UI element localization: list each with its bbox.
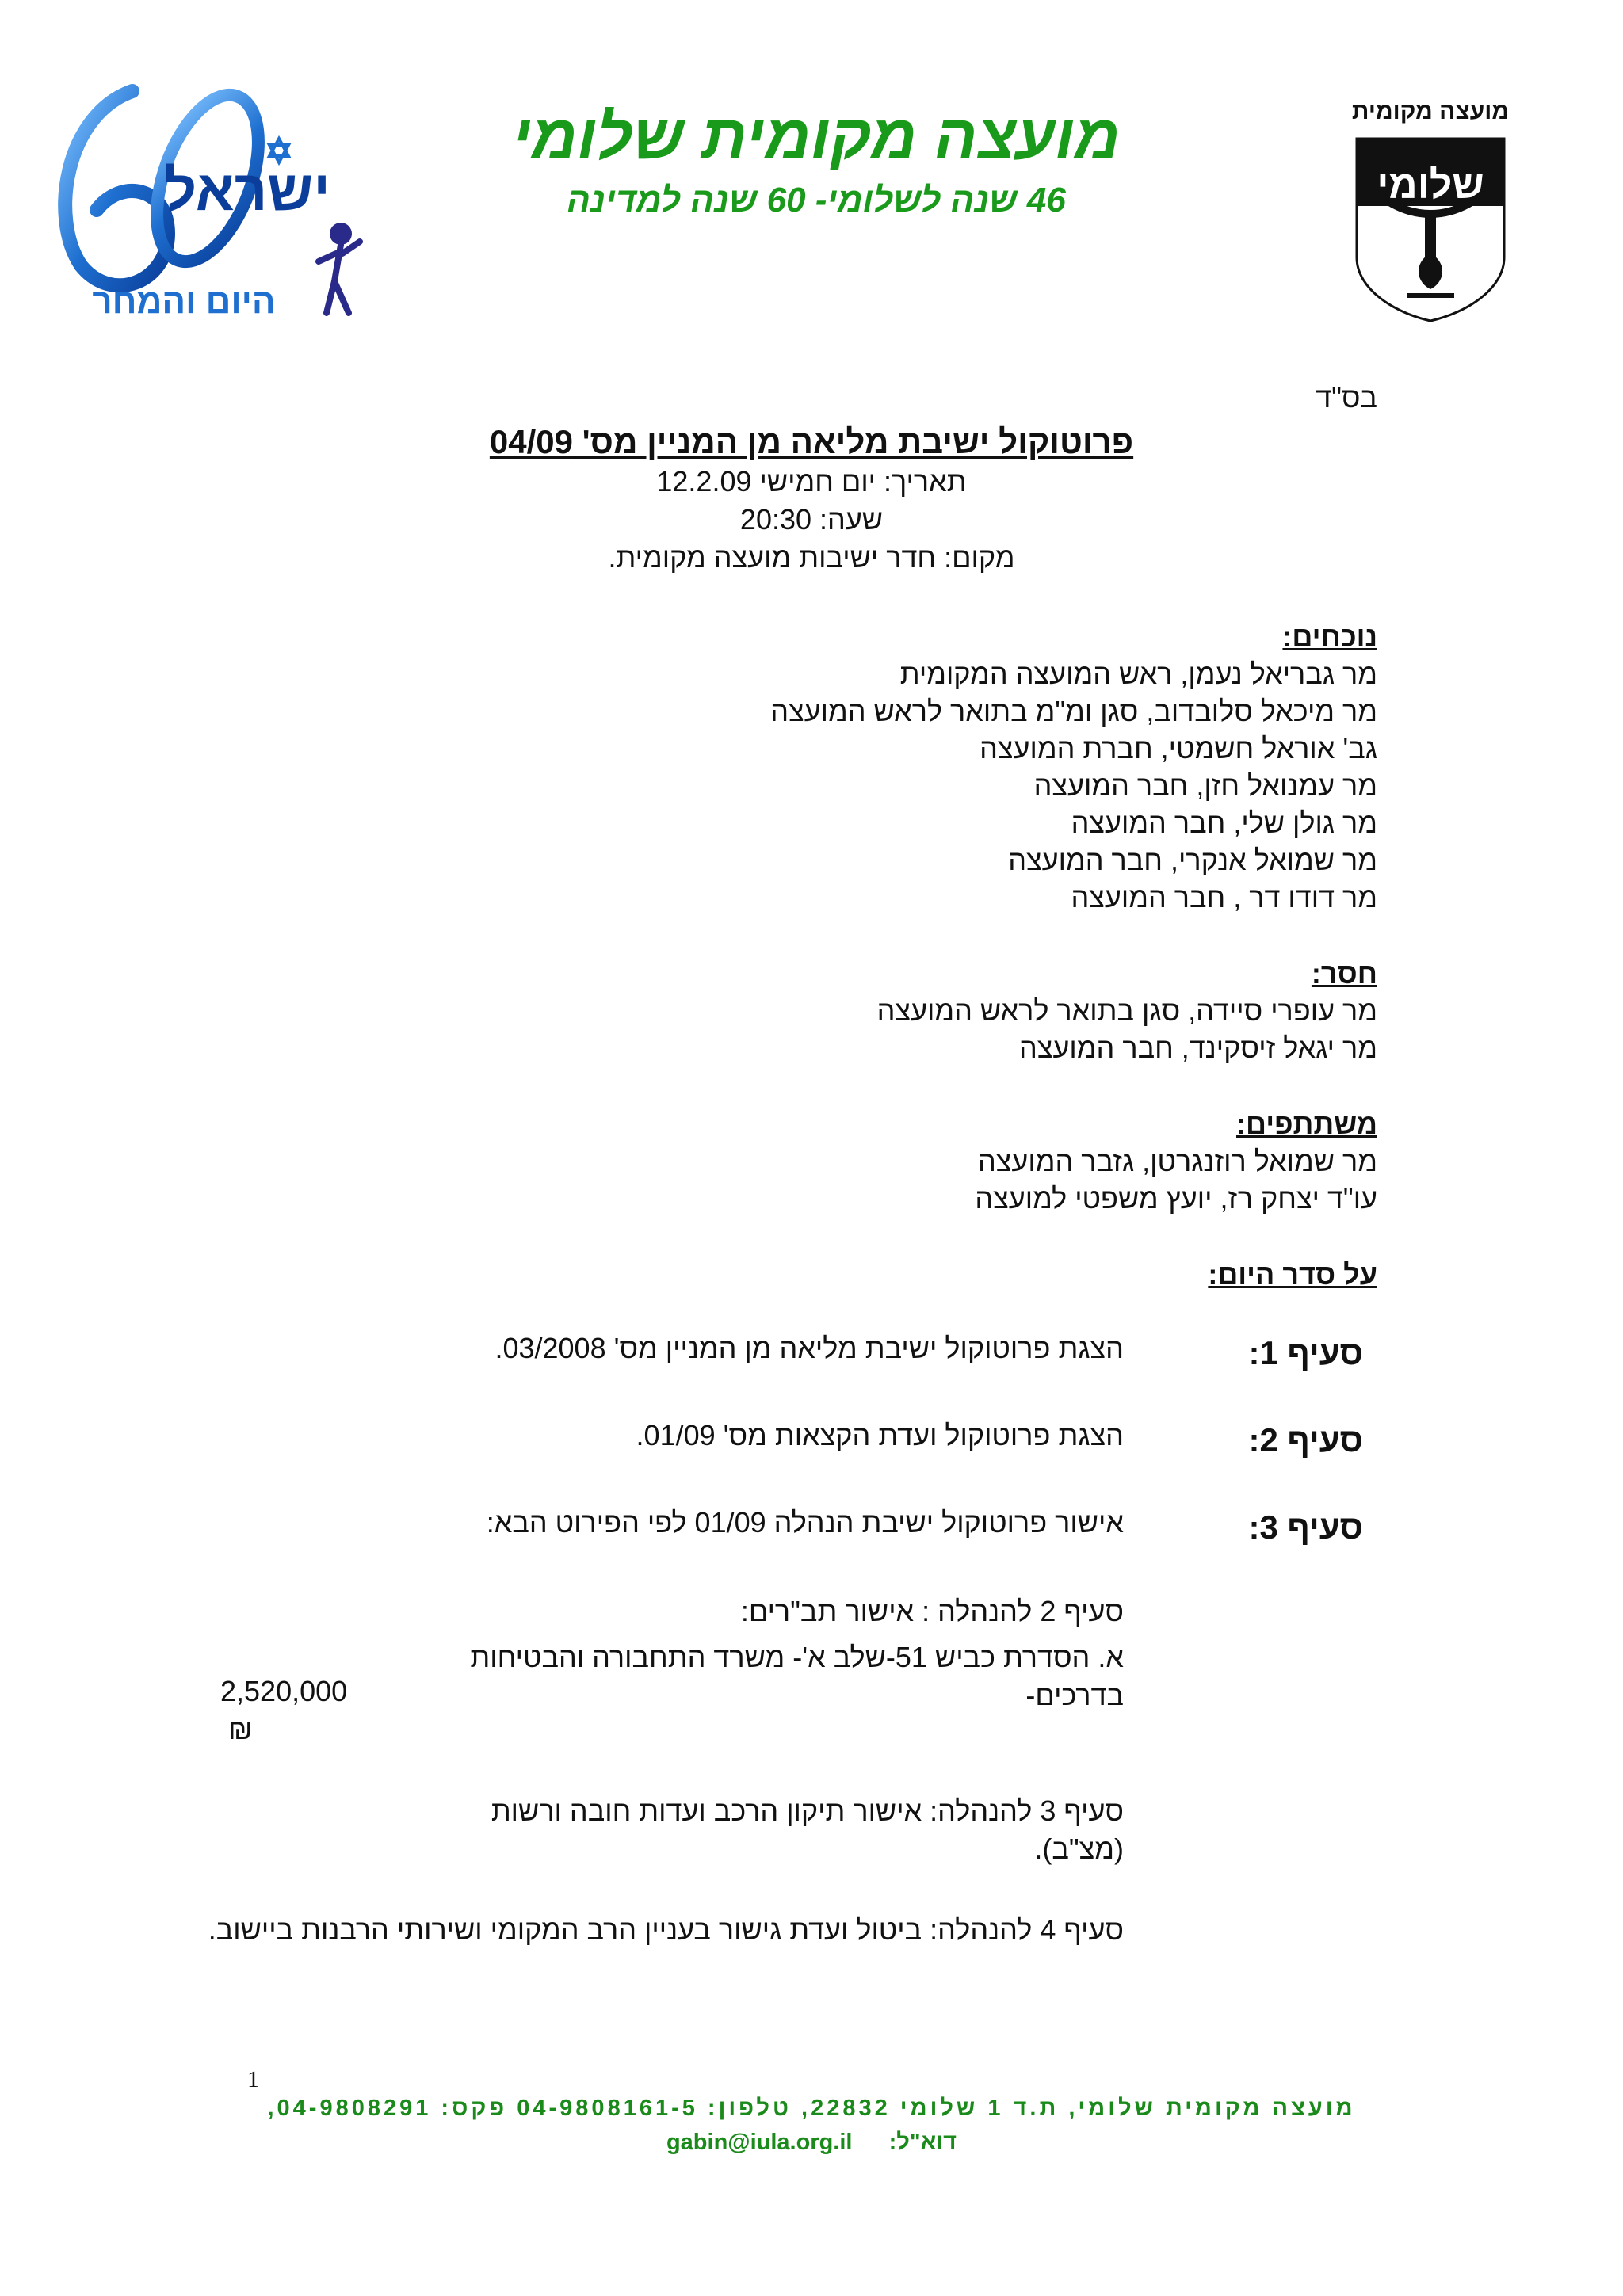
svg-text:שלומי: שלומי [1377,162,1484,207]
logo-text-israel: ישראל [163,159,331,223]
present-person: מר עמנואל חזן, חבר המועצה [1033,769,1377,802]
participants-heading: משתתפים: [1236,1108,1377,1140]
section-4-text: סעיף 4 להנהלה: ביטול ועדת גישור בעניין הרב המקומי ושירותי הרבנות ביישוב. [208,1913,1124,1946]
agenda-item-text: הצגת פרוטוקול ישיבת מליאה מן המניין מס' 03/2008. [495,1332,1124,1364]
email-address[interactable]: gabin@iula.org.il [666,2130,853,2155]
agenda-heading: על סדר היום: [1208,1258,1377,1291]
absent-person: מר עופרי סיידה, סגן בתואר לראש המועצה [876,994,1377,1027]
org-subtitle: 46 שנה לשלומי- 60 שנה למדינה [567,181,1066,219]
sub-item-a: א. הסדרת כביש 51-שלב א'- משרד התחבורה והבטיחות בדרכים- [470,1641,1124,1711]
currency-symbol: ₪ [228,1713,253,1745]
present-person: מר גולן שלי, חבר המועצה [1071,807,1377,839]
israel-60-logo [49,83,366,329]
present-heading: נוכחים: [1282,620,1377,653]
place-line: מקום: חדר ישיבות מועצה מקומית. [608,541,1015,574]
email-label: דוא"ל: [888,2130,957,2155]
present-person: מר דודו דר , חבר המועצה [1071,881,1377,913]
date-line: תאריך: יום חמישי 12.2.09 [656,465,967,498]
present-person: מר שמואל אנקרי, חבר המועצה [1008,844,1377,876]
sub-item-a-amount: 2,520,000 [220,1675,348,1707]
participant-person: עו"ד יצחק רז, יועץ משפטי למועצה [975,1182,1377,1215]
svg-text:מועצה מקומית: מועצה מקומית [1351,98,1510,124]
council-emblem-logo [1347,95,1514,325]
agenda-item-label: סעיף 2: [1248,1421,1363,1459]
absent-person: מר יגאל זיסקינד, חבר המועצה [1019,1032,1377,1064]
agenda-item-label: סעיף 1: [1248,1334,1363,1371]
present-person: מר גבריאל נעמן, ראש המועצה המקומית [899,658,1377,690]
absent-heading: חסר: [1311,957,1377,990]
svg-text:היום והמחר: היום והמחר [92,282,276,321]
document-title: פרוטוקול ישיבת מליאה מן המניין מס' 04/09 [489,423,1134,460]
agenda-item-text: הצגת פרוטוקול ועדת הקצאות מס' 01/09. [636,1419,1124,1451]
present-person: מר מיכאל סלובדוב, סגן ומ"מ בתואר לראש המועצה [770,695,1377,727]
page-number: 1 [247,2066,259,2092]
org-title: מועצה מקומית שלומי [512,101,1121,172]
agenda-item-text: אישור פרוטוקול ישיבת הנהלה 01/09 לפי הפירוט הבא: [486,1506,1124,1539]
sub-heading: סעיף 2 להנהלה : אישור תב"רים: [740,1595,1124,1627]
bsd-mark: בס"ד [1316,381,1377,414]
time-line: שעה: 20:30 [739,503,884,536]
footer-email-line [0,2130,1623,2156]
footer-address: מועצה מקומית שלומי, ת.ד 1 שלומי 22832, טלפון: 04-9808161-5 פקס: 04-9808291, [267,2096,1356,2121]
section-3-text: סעיף 3 להנהלה: אישור תיקון הרכב ועדות חובה ורשות (מצ"ב). [491,1794,1124,1865]
agenda-item-label: סעיף 3: [1248,1508,1363,1546]
participant-person: מר שמואל רוזנגרטן, גזבר המועצה [977,1145,1377,1177]
present-person: גב' אוראל חשמטי, חברת המועצה [980,732,1377,765]
